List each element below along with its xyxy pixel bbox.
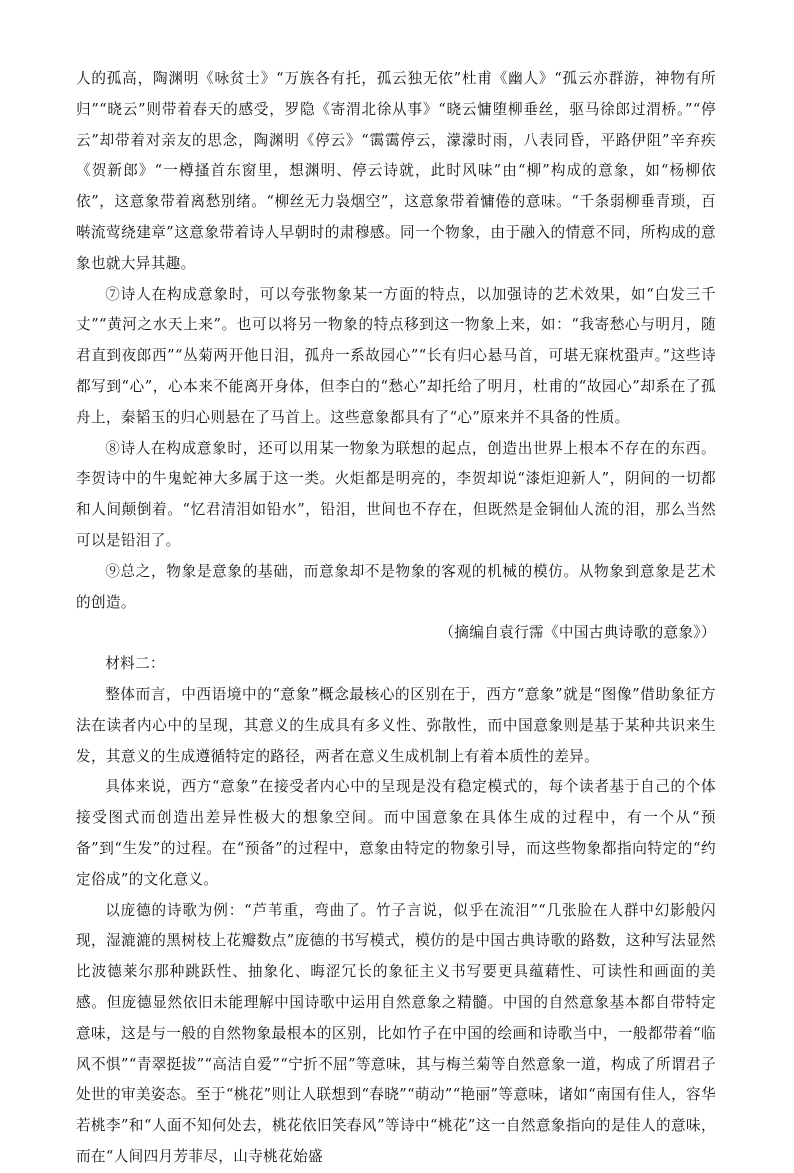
- paragraph-8: ⑧诗人在构成意象时，还可以用某一物象为联想的起点，创造出世界上根本不存在的东西。李贺诗中的牛鬼蛇神大多属于这一类。火炬都是明亮的，李贺却说“漆炬迎新人”，阴间的一切都和人间颠倒着。“忆君清泪如铅水”，铅泪，世间也不存在，但既然是金铜仙人流的泪，那么当然可以是铅泪了。: [76, 439, 716, 549]
- paragraph-continued: 人的孤高，陶渊明《咏贫士》“万族各有托，孤云独无依”杜甫《幽人》“孤云亦群游，神物有所归”“晓云”则带着春天的感受，罗隐《寄渭北徐从事》“晓云慵堕柳垂丝，驱马徐郎过渭桥。”“停云”却带着对亲友的思念，陶渊明《停云》“霭霭停云，濛濛时雨，八表同昏，平路伊阻”辛弃疾《贺新郎》“一樽搔首东窗里，想渊明、停云诗就，此时风味”由“柳”构成的意象，如“杨柳依依”，这意象带着离愁别绪。“柳丝无力袅烟空”，这意象带着慵倦的意味。“千条弱柳垂青琐，百啭流莺绕建章”这意象带着诗人早朝时的肃穆感。同一个物象，由于融入的情意不同，所构成的意象也就大异其趣。: [76, 70, 716, 272]
- material-paragraph-2: 具体来说，西方“意象”在接受者内心中的呈现是没有稳定模式的，每个读者基于自己的个体接受图式而创造出差异性极大的想象空间。而中国意象在具体生成的过程中，有一个从“预备”到“生发”的过程。在“预备”的过程中，意象由特定的物象引导，而这些物象都指向特定的“约定俗成”的文化意义。: [76, 778, 716, 888]
- paragraph-9: ⑨总之，物象是意象的基础，而意象却不是物象的客观的机械的模仿。从物象到意象是艺术的创造。: [76, 562, 716, 611]
- source-citation: （摘编自袁行霈《中国古典诗歌的意象》）: [439, 624, 716, 642]
- paragraph-7: ⑦诗人在构成意象时，可以夸张物象某一方面的特点，以加强诗的艺术效果，如“白发三千丈”“黄河之水天上来”。也可以将另一物象的特点移到这一物象上来，如：“我寄愁心与明月，随君直到夜郎西”“丛菊两开他日泪，孤舟一系故园心”“长有归心悬马首，可堪无寐枕蛩声。”这些诗都写到“心”，心本来不能离开身体，但李白的“愁心”却托给了明月，杜甫的“故园心”却系在了孤舟上，秦韬玉的归心则悬在了马首上。这些意象都具有了“心”原来并不具备的性质。: [76, 285, 716, 426]
- material-paragraph-1: 整体而言，中西语境中的“意象”概念最核心的区别在于，西方“意象”就是“图像”借助象征方法在读者内心中的呈现，其意义的生成具有多义性、弥散性，而中国意象则是基于某种共识来生发，其意义的生成遵循特定的路径，两者在意义生成机制上有着本质性的差异。: [76, 685, 716, 765]
- material-heading: 材料二：: [105, 655, 165, 673]
- document-body: [76, 64, 716, 1173]
- material-paragraph-3: 以庞德的诗歌为例：“芦苇重，弯曲了。竹子言说，似乎在流泪”“几张脸在人群中幻影般闪现，湿漉漉的黑树枝上花瓣数点”庞德的书写模式，模仿的是中国古典诗歌的路数，这种写法显然比波德莱尔那种跳跃性、抽象化、晦涩冗长的象征主义书写要更具蕴藉性、可读性和画面的美感。但庞德显然依旧未能理解中国诗歌中运用自然意象之精髓。中国的自然意象基本都自带特定意味，这是与一般的自然物象最根本的区别，比如竹子在中国的绘画和诗歌当中，一般都带着“临风不惧”“青翠挺拔”“高洁自爱”“宁折不屈”等意味，其与梅兰菊等自然意象一道，构成了所谓君子处世的审美姿态。至于“桃花”则让人联想到“春晓”“萌动”“艳丽”等意味，诸如“南国有佳人，容华若桃李”和“人面不知何处去，桃花依旧笑春风”等诗中“桃花”这一自然意象指向的是佳人的意味，而在“人间四月芳菲尽，山寺桃花始盛: [76, 901, 716, 1165]
